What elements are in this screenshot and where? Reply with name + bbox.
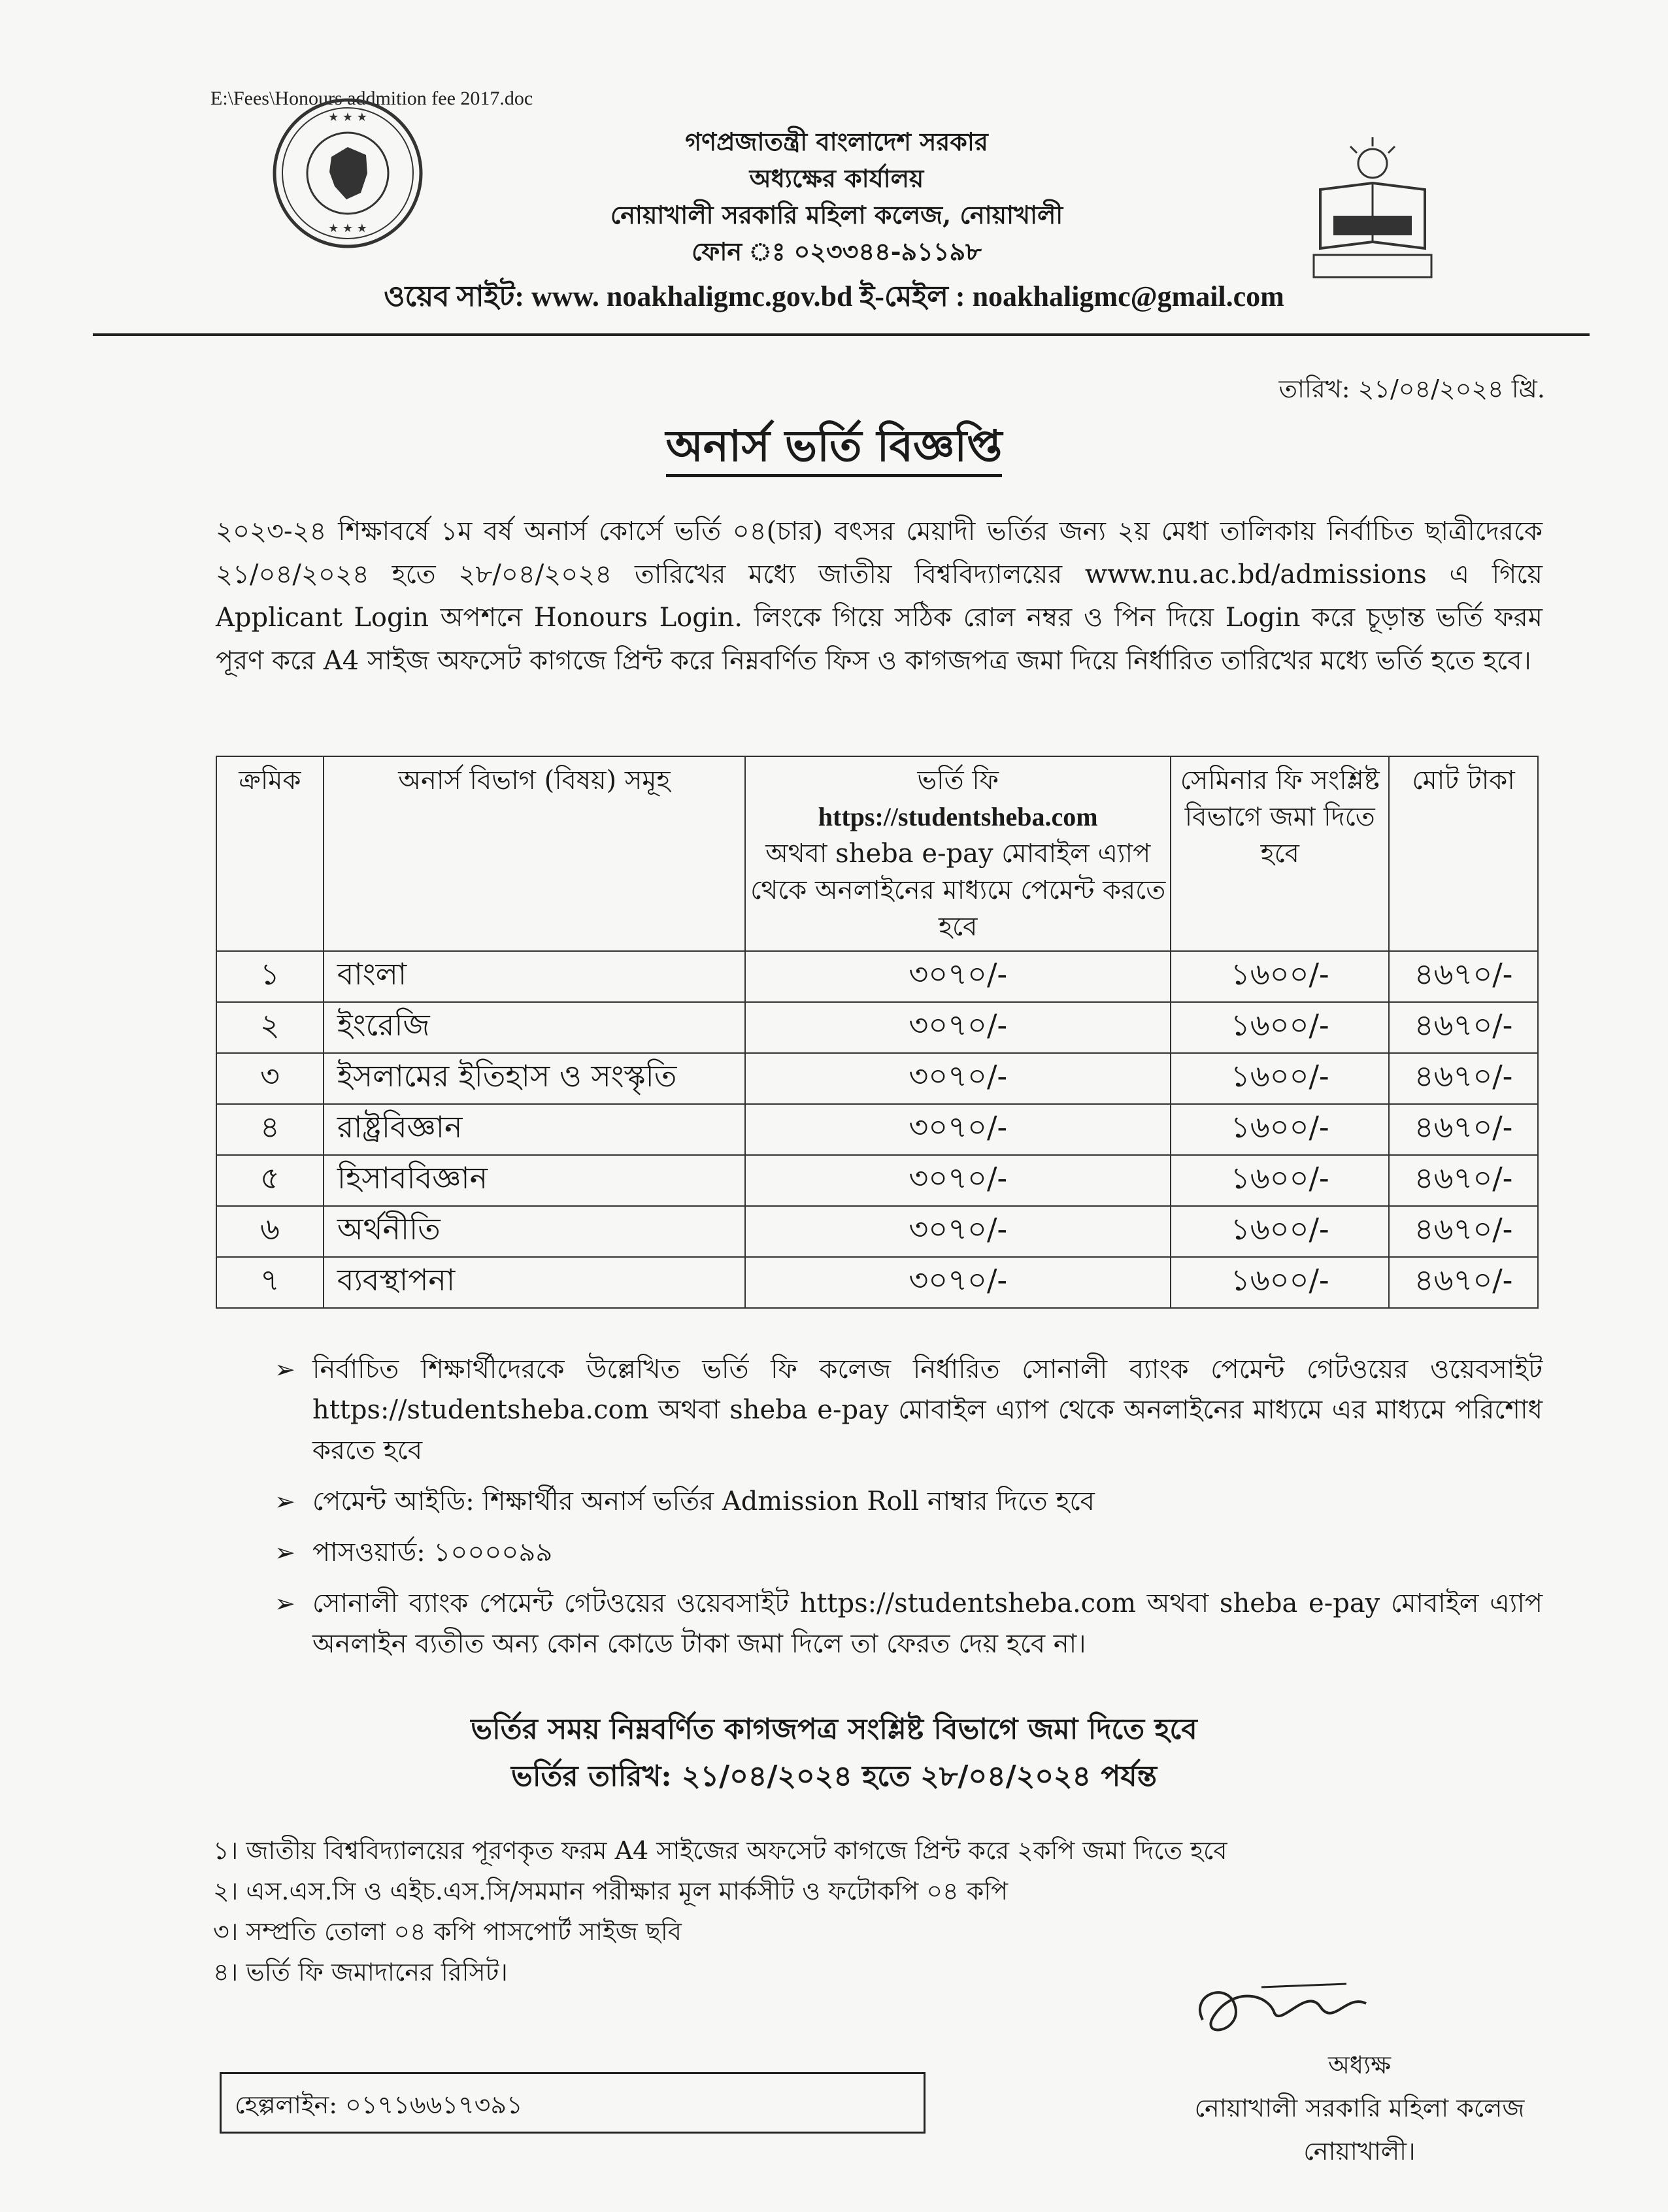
row-department: বাংলা [324, 951, 745, 1002]
government-seal-icon [269, 95, 426, 252]
header-office: অধ্যক্ষের কার্যালয় [749, 163, 924, 193]
row-serial: ১ [216, 951, 324, 1002]
notice-title [0, 413, 1668, 485]
table-row [216, 1053, 1538, 1104]
row-total: ৪৬৭০/- [1389, 951, 1538, 1002]
list-item: ২। এস.এস.সি ও এইচ.এস.সি/সমমান পরীক্ষার মূল মার্কসীট ও ফটোকপি ০৪ কপি [213, 1877, 1009, 1905]
instructions-list [275, 1349, 1543, 1675]
row-fee: ৩০৭০/- [745, 951, 1171, 1002]
principal-signature-icon [1176, 1968, 1412, 2046]
row-department: রাষ্ট্রবিজ্ঞান [324, 1104, 745, 1155]
row-total: ৪৬৭০/- [1389, 1155, 1538, 1206]
list-item [275, 1583, 1543, 1664]
row-seminar: ১৬০০/- [1171, 1257, 1389, 1308]
row-total: ৪৬৭০/- [1389, 1104, 1538, 1155]
row-seminar: ১৬০০/- [1171, 951, 1389, 1002]
fee-table [216, 756, 1539, 1309]
table-row [216, 1104, 1538, 1155]
row-fee: ৩০৭০/- [745, 1053, 1171, 1104]
list-item [275, 1481, 1543, 1522]
header-college: নোয়াখালী সরকারি মহিলা কলেজ, নোয়াখালী [610, 200, 1063, 229]
header-phone: ফোন ঃ ০২৩৩৪৪-৯১১৯৮ [692, 237, 982, 266]
row-department: অর্থনীতি [324, 1206, 745, 1257]
header-fee-url: https://studentsheba.com [818, 802, 1098, 831]
header-government: গণপ্রজাতন্ত্রী বাংলাদেশ সরকার [685, 127, 988, 156]
table-row [216, 1257, 1538, 1308]
row-seminar: ১৬০০/- [1171, 1053, 1389, 1104]
instruction-text: পেমেন্ট আইডি: শিক্ষার্থীর অনার্স ভর্তির Admission Roll নাম্বার দিতে হবে [312, 1486, 1095, 1517]
bullet-arrow-icon: ➢ [275, 1589, 295, 1618]
intro-paragraph: ২০২৩-২৪ শিক্ষাবর্ষে ১ম বর্ষ অনার্স কোর্সে ভর্তি ০৪(চার) বৎসর মেয়াদী ভর্তির জন্য ২য় মেধা তালিকায় নির্বাচিত ছাত্রীদেরকে ২১/০৪/২০২৪ হতে ২৮/০৪/২০২৪ তারিখের মধ্যে জাতীয় বিশ্ববিদ্যালয়ের www.nu.ac.bd/admissions এ গিয়ে Applicant Login অপশনে Honours Login. লিংকে গিয়ে সঠিক রোল নম্বর ও পিন দিয়ে Login করে চূড়ান্ত ভর্তি ফরম পূরণ করে A4 সাইজ অফসেট কাগজে প্রিন্ট করে নিম্নবর্ণিত ফিস ও কাগজপত্র জমা দিয়ে নির্ধারিত তারিখের মধ্যে ভর্তি হতে হবে। [216, 516, 1543, 676]
notice-title-text: অনার্স ভর্তি বিজ্ঞপ্তি [666, 420, 1003, 477]
row-total: ৪৬৭০/- [1389, 1002, 1538, 1053]
list-item: ৩। সম্প্রতি তোলা ০৪ কপি পাসপোর্ট সাইজ ছবি [213, 1917, 682, 1946]
row-serial: ৭ [216, 1257, 324, 1308]
row-department: ইংরেজি [324, 1002, 745, 1053]
documents-heading: ভর্তির সময় নিম্নবর্ণিত কাগজপত্র সংশ্লিষ্ট বিভাগে জমা দিতে হবে [471, 1713, 1197, 1746]
row-department: ব্যবস্থাপনা [324, 1257, 745, 1308]
signatory-college: নোয়াখালী সরকারি মহিলা কলেজ [1194, 2094, 1525, 2122]
signatory-designation: অধ্যক্ষ [1327, 2051, 1391, 2079]
header-fee-note: অথবা sheba e-pay মোবাইল এ্যাপ থেকে অনলাইনের মাধ্যমে পেমেন্ট করতে হবে [750, 839, 1166, 942]
table-row [216, 1155, 1538, 1206]
svg-text:★ ★ ★: ★ ★ ★ [328, 222, 367, 235]
header-department: অনার্স বিভাগ (বিষয়) সমূহ [324, 756, 745, 951]
row-fee: ৩০৭০/- [745, 1002, 1171, 1053]
bullet-arrow-icon: ➢ [275, 1355, 295, 1384]
row-total: ৪৬৭০/- [1389, 1257, 1538, 1308]
row-serial: ৩ [216, 1053, 324, 1104]
table-row [216, 1002, 1538, 1053]
instruction-text: নির্বাচিত শিক্ষার্থীদেরকে উল্লেখিত ভর্তি ফি কলেজ নির্ধারিত সোনালী ব্যাংক পেমেন্ট গেটওয়ের ওয়েবসাইট https://studentsheba.com অথবা sheba e-pay মোবাইল এ্যাপ থেকে অনলাইনের মাধ্যমে এর মাধ্যমে পরিশোধ করতে হবে [312, 1354, 1543, 1466]
notice-date: তারিখ: ২১/০৪/২০২৪ খ্রি. [1278, 375, 1545, 403]
fee-table-header [216, 756, 1538, 951]
header-fee-title: ভর্তি ফি [917, 765, 999, 796]
row-department: ইসলামের ইতিহাস ও সংস্কৃতি [324, 1053, 745, 1104]
row-fee: ৩০৭০/- [745, 1206, 1171, 1257]
header-serial: ক্রমিক [216, 756, 324, 951]
table-row [216, 1206, 1538, 1257]
signatory-place: নোয়াখালী। [1303, 2137, 1416, 2166]
row-seminar: ১৬০০/- [1171, 1002, 1389, 1053]
file-path: E:\Fees\Honours addmition fee 2017.doc [210, 88, 533, 109]
college-logo-icon [1294, 124, 1451, 288]
row-serial: ২ [216, 1002, 324, 1053]
header-web-email: ওয়েব সাইট: www. noakhaligmc.gov.bd ই-মেইল : noakhaligmc@gmail.com [384, 280, 1284, 312]
header-seminar-fee: সেমিনার ফি সংশ্লিষ্ট বিভাগে জমা দিতে হবে [1171, 756, 1389, 951]
admission-date-range: ভর্তির তারিখ: ২১/০৪/২০২৪ হতে ২৮/০৪/২০২৪ পর্যন্ত [511, 1760, 1157, 1793]
row-serial: ৫ [216, 1155, 324, 1206]
row-seminar: ১৬০০/- [1171, 1104, 1389, 1155]
list-item [275, 1532, 1543, 1573]
row-total: ৪৬৭০/- [1389, 1206, 1538, 1257]
list-item [275, 1349, 1543, 1471]
helpline-box: হেল্পলাইন: ০১৭১৬৬১৭৩৯১ [220, 2072, 926, 2134]
row-seminar: ১৬০০/- [1171, 1155, 1389, 1206]
bullet-arrow-icon: ➢ [275, 1538, 295, 1567]
header-divider [93, 333, 1590, 336]
row-serial: ৪ [216, 1104, 324, 1155]
list-item: ১। জাতীয় বিশ্ববিদ্যালয়ের পূরণকৃত ফরম A4 সাইজের অফসেট কাগজে প্রিন্ট করে ২কপি জমা দিতে হবে [213, 1836, 1227, 1865]
header-total: মোট টাকা [1389, 756, 1538, 951]
row-serial: ৬ [216, 1206, 324, 1257]
svg-text:★ ★ ★: ★ ★ ★ [328, 110, 367, 124]
row-fee: ৩০৭০/- [745, 1155, 1171, 1206]
row-seminar: ১৬০০/- [1171, 1206, 1389, 1257]
table-row [216, 951, 1538, 1002]
list-item: ৪। ভর্তি ফি জমাদানের রিসিট। [213, 1958, 508, 1986]
instruction-text: পাসওয়ার্ড: ১০০০০৯৯ [312, 1537, 553, 1567]
row-department: হিসাববিজ্ঞান [324, 1155, 745, 1206]
instruction-text: সোনালী ব্যাংক পেমেন্ট গেটওয়ের ওয়েবসাইট https://studentsheba.com অথবা sheba e-pay মোবাইল এ্যাপ অনলাইন ব্যতীত অন্য কোন কোডে টাকা জমা দিলে তা ফেরত দেয় হবে না। [312, 1588, 1543, 1659]
header-admission-fee [745, 756, 1171, 951]
documents-list [213, 1830, 1227, 1992]
row-fee: ৩০৭০/- [745, 1104, 1171, 1155]
bullet-arrow-icon: ➢ [275, 1487, 295, 1516]
row-fee: ৩০৭০/- [745, 1257, 1171, 1308]
row-total: ৪৬৭০/- [1389, 1053, 1538, 1104]
